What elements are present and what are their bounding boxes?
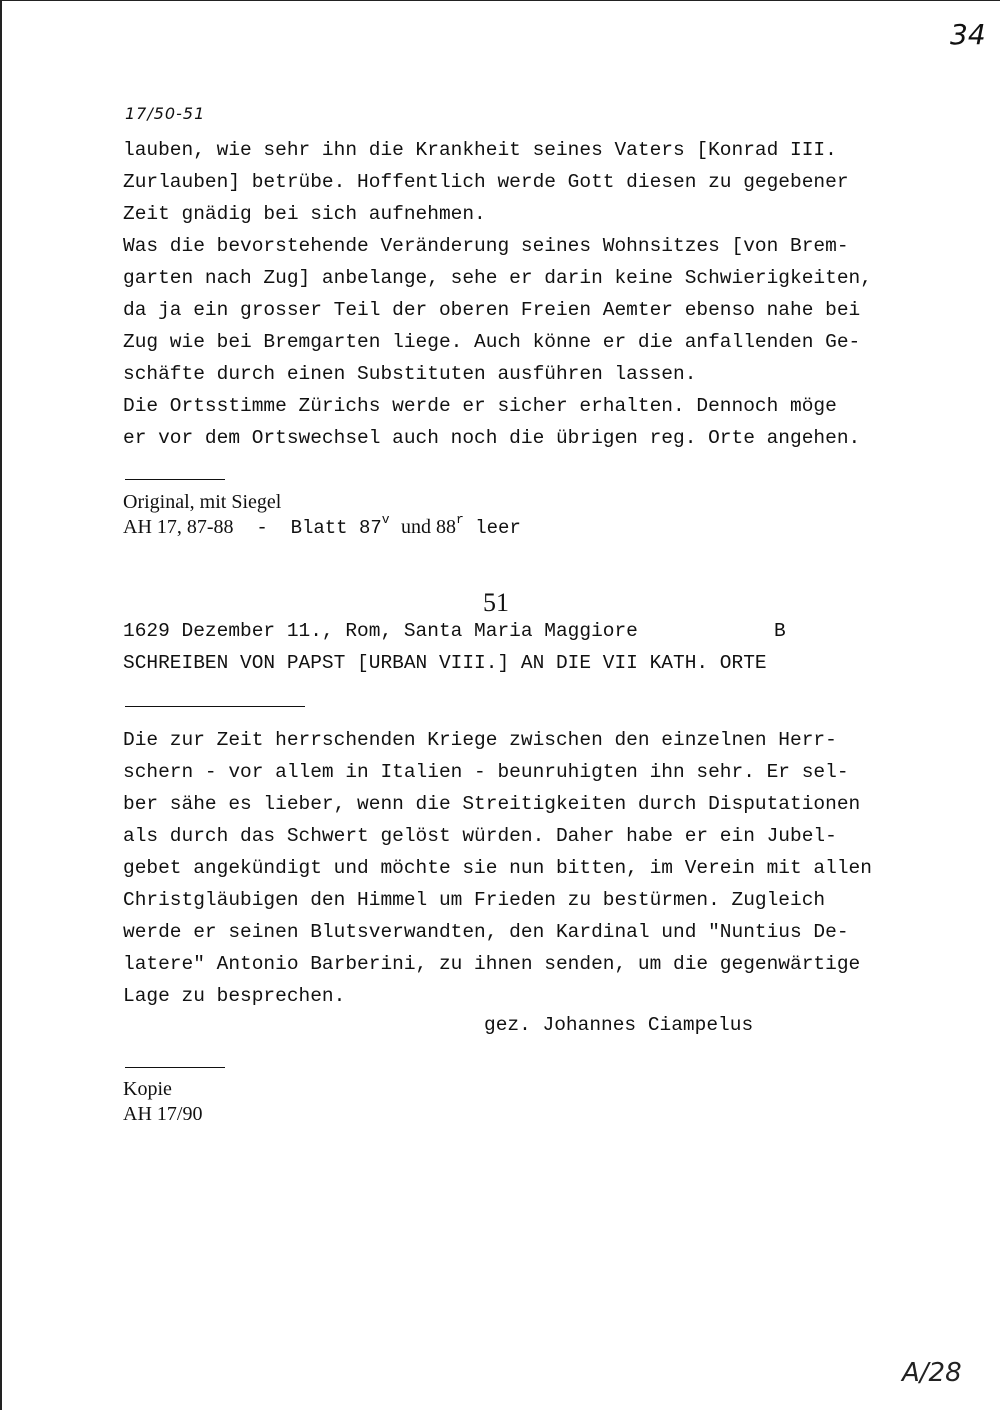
text-line: Zurlauben] betrübe. Hoffentlich werde Gott diesen zu gegebener: [123, 171, 849, 193]
separator-rule: [125, 1067, 225, 1068]
paragraph-2: [123, 724, 872, 1012]
separator-rule: [125, 706, 305, 707]
superscript-verso: v: [381, 512, 390, 527]
source-und: und 88: [401, 516, 457, 538]
text-line: Die Ortsstimme Zürichs werde er sicher erhalten. Dennoch möge: [123, 395, 837, 417]
source-archive-ref: AH 17, 87-88: [123, 516, 234, 538]
superscript-recto: r: [456, 512, 464, 527]
document-date-place: 1629 Dezember 11., Rom, Santa Maria Maggiore: [123, 620, 638, 642]
scan-border-left: [0, 0, 2, 1410]
text-line: Was die bevorstehende Veränderung seines Wohnsitzes [von Brem-: [123, 235, 849, 257]
source-blatt: Blatt 87: [290, 517, 382, 539]
text-line: Zeit gnädig bei sich aufnehmen.: [123, 203, 486, 225]
document-title: SCHREIBEN VON PAPST [URBAN VIII.] AN DIE VII KATH. ORTE: [123, 652, 767, 674]
document-number: 51: [483, 588, 509, 617]
archive-stamp: A/28: [902, 1358, 962, 1388]
source-original: Original, mit Siegel: [123, 491, 282, 513]
source-copy-type: Kopie: [123, 1078, 172, 1100]
source-dash: -: [256, 517, 268, 539]
text-line: als durch das Schwert gelöst würden. Daher habe er ein Jubel-: [123, 825, 837, 847]
text-line: Christgläubigen den Himmel um Frieden zu bestürmen. Zugleich: [123, 889, 826, 911]
text-line: lauben, wie sehr ihn die Krankheit seines Vaters [Konrad III.: [123, 139, 837, 161]
signature: gez. Johannes Ciampelus: [484, 1014, 754, 1036]
text-line: Zug wie bei Bremgarten liege. Auch könne er die anfallenden Ge-: [123, 331, 861, 353]
text-line: Die zur Zeit herrschenden Kriege zwischen den einzelnen Herr-: [123, 729, 837, 751]
text-line: schäfte durch einen Substituten ausführen lassen.: [123, 363, 697, 385]
text-line: Lage zu besprechen.: [123, 985, 346, 1007]
paragraph-1: [123, 134, 872, 454]
separator-rule: [125, 479, 225, 480]
text-line: da ja ein grosser Teil der oberen Freien Aemter ebenso nahe bei: [123, 299, 861, 321]
text-line: werde er seinen Blutsverwandten, den Kardinal und "Nuntius De-: [123, 921, 849, 943]
text-line: gebet angekündigt und möchte sie nun bitten, im Verein mit allen: [123, 857, 872, 879]
source-archive-line: [123, 512, 521, 539]
scan-border-top: [0, 0, 1000, 1]
text-line: er vor dem Ortswechsel auch noch die übrigen reg. Orte angehen.: [123, 427, 861, 449]
text-line: latere" Antonio Barberini, zu ihnen senden, um die gegenwärtige: [123, 953, 861, 975]
document-letter: B: [774, 620, 786, 642]
source-leer: leer: [475, 517, 521, 539]
text-line: ber sähe es lieber, wenn die Streitigkeiten durch Disputationen: [123, 793, 861, 815]
document-reference: 17/50-51: [125, 104, 206, 123]
text-line: garten nach Zug] anbelange, sehe er darin keine Schwierigkeiten,: [123, 267, 872, 289]
page-number: 34: [950, 18, 986, 51]
source-copy-ref: AH 17/90: [123, 1103, 203, 1125]
text-line: schern - vor allem in Italien - beunruhigten ihn sehr. Er sel-: [123, 761, 849, 783]
